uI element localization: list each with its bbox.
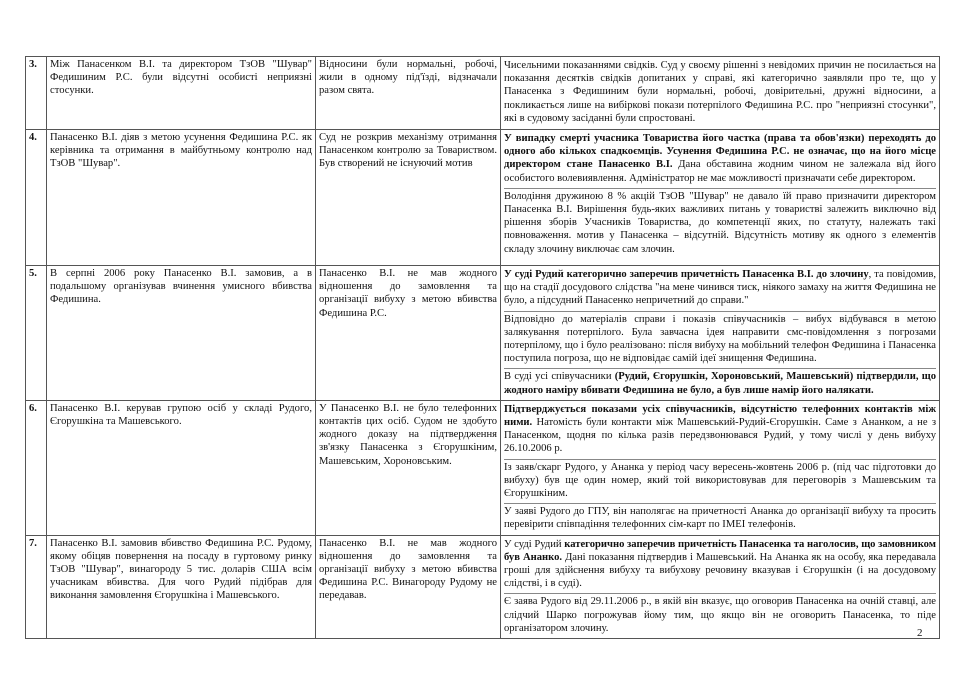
- claim-cell: В серпні 2006 року Панасенко В.І. замовив, а в подальшому організував вчинення умисного вбивства Федишина.: [47, 266, 316, 401]
- table-row: [26, 130, 940, 266]
- response-paragraph: У випадку смерті учасника Товариства його частка (права та обов'язки) переходять до одного або кількох спадкоємців. Усунення Федишина Р.С. не означає, що на його місце директором стане Панасенко В.І. Дана обставина жодним чином не залежала від його особистого волевиявлення. Адміністратор не має можливості призначати себе директором.: [504, 133, 936, 184]
- response-paragraph: Чисельними показаннями свідків. Суд у своєму рішенні з невідомих причин не посилається на показання десятків свідків допитаних у справі, які категорично заявляли про те, що у Панасенка з Федишиним були нормальні, робочі, довірительні, дружні відносини, а покликається лише на вибіркові покази потерпілого Федишина Р.С. про "неприязні стосунки", які в судовому засіданні були спростовані.: [504, 60, 936, 124]
- court-cell: Відносини були нормальні, робочі, жили в одному під'їзді, відзначали разом свята.: [316, 57, 501, 130]
- row-number: 6.: [26, 400, 47, 535]
- court-cell: Суд не розкрив механізму отримання Панасенком контролю за Товариством. Був створений не існуючий мотив: [316, 130, 501, 266]
- row-number: 5.: [26, 266, 47, 401]
- response-paragraph: У суді Рудий категорично заперечив причетність Панасенка В.І. до злочину, та повідомив, що на стадії досудового слідства "на мене чинився тиск, ніякого замаху на життя Федишина не було, а підсудний Панасенко непричетний до справи.": [504, 269, 937, 307]
- table-row: [26, 535, 940, 638]
- response-paragraph: Володіння дружиною 8 % акцій ТзОВ "Шувар" не давало їй право призначити директором Панасенка В.І. Вирішення будь-яких важливих питань у товаристві залежить виключно від рішення зборів Учасників Товариства, до компетенції яких, по статуту, належать такі повноваження. мотив у Панасенка – відсутній. Відсутність мотиву як одного з елементів складу злочину виключає сам злочин.: [504, 188, 936, 258]
- response-cell: [501, 57, 940, 130]
- court-cell: Панасенко В.І. не мав жодного відношення до замовлення та організації вибуху з метою вбивства Федишина Р.С.: [316, 266, 501, 401]
- page-number: 2: [917, 627, 923, 639]
- row-number: 4.: [26, 130, 47, 266]
- table-row: [26, 57, 940, 130]
- response-cell: [501, 535, 940, 638]
- response-paragraph: Підтверджується показами усіх співучасників, відсутністю телефонних контактів між ними. Натомість були контакти між Машевський-Рудий-Єгорушкін. Саме з Ананком, а не з Панасенком, щодня по кілька разів передзвонювався Рудий, у тому числі у день вибуху 26.10.2006 р.: [504, 403, 936, 455]
- response-cell: [501, 400, 940, 535]
- response-paragraph: В суді усі співучасники (Рудий, Єгорушкін, Хороновський, Машевський) підтвердили, що жодного наміру вбивати Федишина не було, а був лише намір його налякати.: [504, 368, 936, 398]
- document-table: [25, 56, 940, 639]
- claim-cell: Між Панасенком В.І. та директором ТзОВ "Шувар" Федишиним Р.С. були відсутні особисті неприязні стосунки.: [47, 57, 316, 130]
- response-cell: [501, 266, 940, 401]
- row-number: 7.: [26, 535, 47, 638]
- response-paragraph: Із заяв/скарг Рудого, у Ананка у період часу вересень-жовтень 2006 р. (під час підготовки до вибуху) був ще один номер, який той використовував для переговорів з Машевським та Єгорушкіним.: [504, 459, 936, 503]
- claim-cell: Панасенко В.І. діяв з метою усунення Федишина Р.С. як керівника та отримання в майбутньому контролю над ТзОВ "Шувар".: [47, 130, 316, 266]
- court-cell: Панасенко В.І. не мав жодного відношення до замовлення та організації вибуху з метою вбивства Федишина Р.С. Винагороду Рудому не передавав.: [316, 535, 501, 638]
- response-paragraph: Є заява Рудого від 29.11.2006 р., в якій він вказує, що оговорив Панасенка на очній ставці, але слідчий Шарко погрожував йому тим, що якщо він не оговорить Панасенка, то піде організатором злочину.: [504, 593, 936, 637]
- response-paragraph: У заяві Рудого до ГПУ, він наполягає на причетності Ананка до організації вибуху та просить перевірити співпадіння телефонних сім-карт по IMEI телефонів.: [504, 503, 936, 533]
- response-paragraph: Відповідно до матеріалів справи і показів співучасників – вибух відбувався в метою залякування потерпілого. Була завчасна ідея направити смс-повідомлення з погрозами потерпілому, що і було реалізовано: після вибуху на мобільний телефон Федишина і Панасенка поступила погроза, що не відповідає самій ідеї знищення Федишина.: [504, 311, 936, 368]
- response-paragraph: У суді Рудий категорично заперечив причетність Панасенка та наголосив, що замовником був Ананко. Дані показання підтвердив і Машевський. На Ананка як на особу, яка передавала гроші для здійснення вибуху та вибухову речовину вказував і Єгорушкін (і на досудовому слідстві, і в суді).: [504, 538, 937, 590]
- response-cell: [501, 130, 940, 266]
- row-number: 3.: [26, 57, 47, 130]
- claim-cell: Панасенко В.І. замовив вбивство Федишина Р.С. Рудому, якому обіцяв повернення на посаду в гуртовому ринку ТзОВ "Шувар", винагороду 5 тис. доларів США всім учасникам вбивства. Для чого Рудий підібрав для виконання замовлення Єгорушкіна і Машевського.: [47, 535, 316, 638]
- table-row: [26, 266, 940, 401]
- claim-cell: Панасенко В.І. керував групою осіб у складі Рудого, Єгорушкіна та Машевського.: [47, 400, 316, 535]
- table-row: [26, 400, 940, 535]
- court-cell: У Панасенко В.І. не було телефонних контактів цих осіб. Судом не здобуто жодного доказу на підтвердження зв'язку Панасенка з Єгорушкіним, Машевським, Хороновським.: [316, 400, 501, 535]
